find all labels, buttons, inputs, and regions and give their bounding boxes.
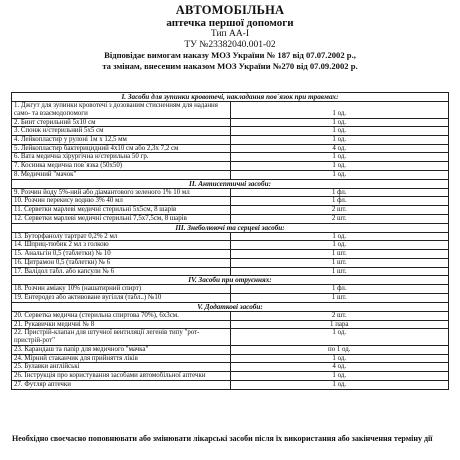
item-quantity: 2 шт.: [230, 206, 449, 215]
item-name: 12. Серветки марлеві медичні стерильні 7,5х7,5см, 8 шарів: [12, 214, 231, 223]
document-subtitle: аптечка першої допомоги: [166, 16, 294, 29]
item-name: 14. Шприц-тюбик 2 мл з голкою: [12, 241, 231, 250]
item-quantity: 1 од.: [230, 354, 449, 363]
item-quantity: 1 од.: [230, 153, 449, 162]
document-header: [0, 0, 460, 72]
compliance-line-1: Відповідає вимогам наказу МОЗ України № 187 від 07.07.2002 р.,: [104, 49, 356, 60]
item-name: 17. Валідол табл. або капсули № 6: [12, 267, 231, 276]
section-header: [12, 179, 449, 188]
item-quantity: 1 од.: [230, 170, 449, 179]
item-name: 9. Розчин йоду 5%-ний або діамантового зеленого 1% 10 мл: [12, 188, 231, 197]
item-quantity: 1 од.: [230, 162, 449, 171]
table-row: [12, 188, 449, 197]
item-name: 10. Розчин перекису водню 3% 40 мл: [12, 197, 231, 206]
compliance-line-2: та змінам, внесеним наказом МОЗ України №270 від 07.09.2002 р.: [102, 60, 358, 71]
item-quantity: 2 шт.: [230, 214, 449, 223]
item-quantity: 1 шт.: [230, 294, 449, 303]
section-title: ІІ. Антисептичні засоби:: [12, 179, 449, 188]
table-row: [12, 136, 449, 145]
section-title: І. Засоби для зупинки кровотечі, накладання пов`язок при травмах:: [12, 93, 449, 102]
table-row: [12, 372, 449, 381]
item-name: 20. Серветка медична (стерильна спиртова 70%), 6х3см.: [12, 312, 231, 321]
item-name: 26. Інструкція про користування засобами автомобільної аптечки: [12, 372, 231, 381]
table-row: [12, 232, 449, 241]
table-row: [12, 153, 449, 162]
item-quantity: 1 од.: [230, 118, 449, 127]
item-quantity: 1 шт.: [230, 258, 449, 267]
contents-table: [11, 92, 449, 390]
item-name: 23. Карандаш та папір для медичного "мачка": [12, 345, 231, 354]
item-quantity: 1 од.: [230, 136, 449, 145]
table-row: [12, 206, 449, 215]
section-header: [12, 93, 449, 102]
table-row: [12, 312, 449, 321]
section-header: [12, 223, 449, 232]
item-quantity: 2 шт.: [230, 312, 449, 321]
item-name: 22. Пристрій-клапан для штучної вентиляції легенів типу "рот-пристрій-рот": [12, 329, 231, 345]
table-row: [12, 354, 449, 363]
item-name: 13. Буторфанолу тартрат 0,2% 2 мл: [12, 232, 231, 241]
table-row: [12, 170, 449, 179]
item-quantity: 1 фл.: [230, 285, 449, 294]
table-row: [12, 320, 449, 329]
item-quantity: 1 од.: [230, 372, 449, 381]
item-quantity: 4 од.: [230, 144, 449, 153]
section-title: IV. Засоби при отруєннях:: [12, 276, 449, 285]
item-quantity: 1 од.: [230, 329, 449, 345]
item-name: 7. Косинка медична пов`язка (50х50): [12, 162, 231, 171]
table-row: [12, 127, 449, 136]
item-name: 6. Вата медична хірургічна н/стерильна 50 гр.: [12, 153, 231, 162]
item-name: 3. Спонж н/стерильний 5х5 см: [12, 127, 231, 136]
item-name: 8. Медичний "мачок": [12, 170, 231, 179]
table-row: [12, 197, 449, 206]
table-row: [12, 380, 449, 389]
table-row: [12, 241, 449, 250]
table-row: [12, 162, 449, 171]
section-header: [12, 302, 449, 311]
section-header: [12, 276, 449, 285]
item-quantity: 1 од.: [230, 380, 449, 389]
table-row: [12, 118, 449, 127]
item-name: 1. Джгут для зупинки кровотечі з дозованим стисненням для надання само- та взаємодопомоги: [12, 102, 231, 118]
item-name: 25. Булавки англійські: [12, 363, 231, 372]
item-name: 2. Бинт стерильний 5х10 см: [12, 118, 231, 127]
table-row: [12, 258, 449, 267]
table-row: [12, 214, 449, 223]
table-row: [12, 345, 449, 354]
item-name: 27. Футляр аптечки: [12, 380, 231, 389]
replenishment-note: Необхідно своєчасно поповнювати або змінювати лікарські засоби після їх використання або закінчення терміну дії: [12, 434, 433, 443]
table-row: [12, 329, 449, 345]
item-name: 21. Рукавички медичні № 8: [12, 320, 231, 329]
table-row: [12, 294, 449, 303]
item-name: 5. Лейкопластир бактерицидний 4х10 см або 2,3х 7,2 см: [12, 144, 231, 153]
table-row: [12, 144, 449, 153]
item-quantity: по 1 од.: [230, 345, 449, 354]
table-row: [12, 250, 449, 259]
item-quantity: 1 од.: [230, 232, 449, 241]
item-quantity: 1 шт.: [230, 267, 449, 276]
item-quantity: 1 фл.: [230, 188, 449, 197]
document-title: АВТОМОБІЛЬНА: [175, 3, 285, 17]
item-quantity: 1 шт.: [230, 250, 449, 259]
item-quantity: 1 фл.: [230, 197, 449, 206]
table-row: [12, 267, 449, 276]
item-name: 24. Мірний стаканчик для прийняття ліків: [12, 354, 231, 363]
item-quantity: 1 од.: [230, 127, 449, 136]
item-quantity: 4 од.: [230, 363, 449, 372]
technical-spec-number: ТУ №23382040.001-02: [184, 39, 276, 50]
table-row: [12, 102, 449, 118]
item-quantity: 1 од.: [230, 241, 449, 250]
kit-type: Тип АА-І: [210, 29, 250, 40]
item-name: 19. Ентеродез або активоване вугілля (табл..) №10: [12, 294, 231, 303]
section-title: ІІІ. Знеболюючі та серцеві засоби:: [12, 223, 449, 232]
item-quantity: 1 пара: [230, 320, 449, 329]
item-name: 16. Цитрамон 0,5 (таблетки) № 6: [12, 258, 231, 267]
item-name: 18. Розчин аміаку 10% (нашатирний спирт): [12, 285, 231, 294]
table-row: [12, 363, 449, 372]
item-quantity: 1 од.: [230, 102, 449, 118]
item-name: 15. Анальгін 0,5 (таблетки) № 10: [12, 250, 231, 259]
item-name: 11. Серветки марлеві медичні стерильні 5х5см, 8 шарів: [12, 206, 231, 215]
item-name: 4. Лейкопластир у рулоні 1м х 12,5 мм: [12, 136, 231, 145]
table-row: [12, 285, 449, 294]
section-title: V. Додаткові засоби:: [12, 302, 449, 311]
